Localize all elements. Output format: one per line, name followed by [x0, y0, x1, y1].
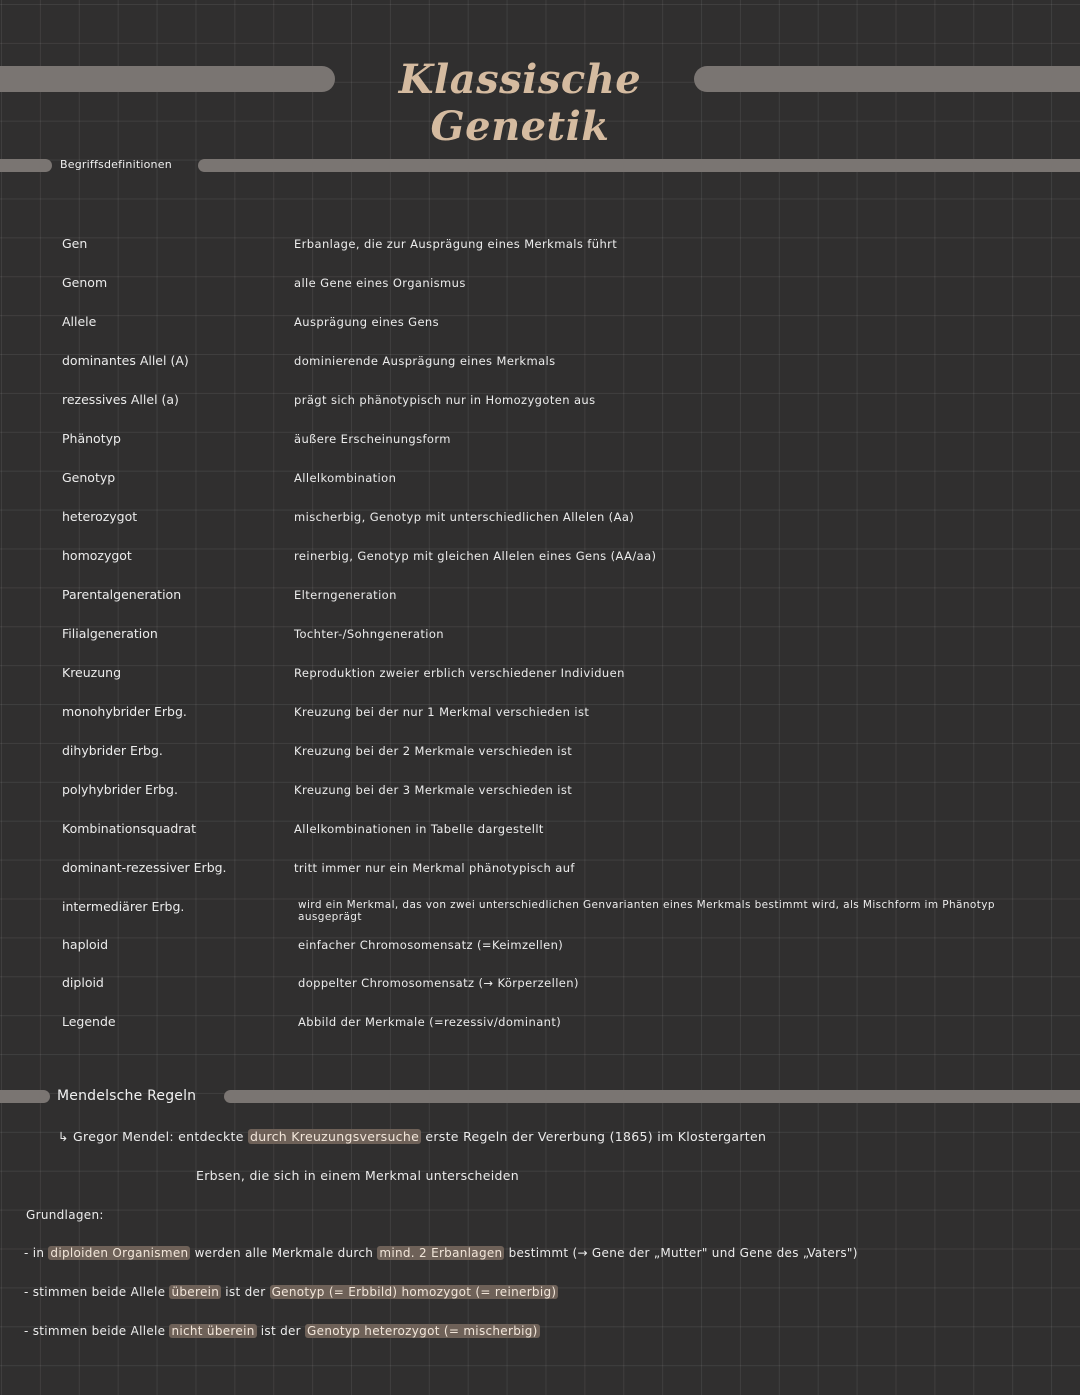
term-monohybrider-erbg: monohybrider Erbg. [62, 704, 187, 719]
def-gen: Erbanlage, die zur Ausprägung eines Merkmals führt [294, 237, 618, 251]
basics-item-3-highlight-2: Genotyp heterozygot (= mischerbig) [307, 1324, 538, 1338]
def-heterozygot: mischerbig, Genotyp mit unterschiedlichen Allelen (Aa) [294, 510, 635, 524]
basics-item-2-text-a: - stimmen beide Allele [24, 1285, 166, 1299]
term-rezessives-allel: rezessives Allel (a) [62, 392, 179, 407]
term-legende: Legende [62, 1014, 116, 1029]
basics-item-3-text-a: - stimmen beide Allele [24, 1324, 166, 1338]
def-polyhybrider-erbg: Kreuzung bei der 3 Merkmale verschieden ist [294, 783, 573, 797]
mendel-bar-left [0, 1090, 50, 1103]
def-parentalgeneration: Elterngeneration [294, 588, 397, 602]
basics-item-1-highlight-2: mind. 2 Erbanlagen [379, 1246, 503, 1260]
term-genom: Genom [62, 275, 108, 290]
basics-item-3 [24, 1324, 540, 1338]
term-haploid: haploid [62, 937, 109, 952]
def-intermediaerer-erbg: wird ein Merkmal, das von zwei unterschiedlichen Genvarianten eines Merkmals bestimmt wird, als Mischform im Phänotyp ausgeprägt [298, 899, 995, 923]
definitions-heading: Begriffsdefinitionen [60, 158, 172, 171]
term-allele: Allele [62, 314, 97, 329]
term-dominantes-allel: dominantes Allel (A) [62, 353, 189, 368]
page-title: Klassische Genetik [398, 56, 642, 150]
mendel-intro-suffix: erste Regeln der Vererbung (1865) im Klostergarten [425, 1129, 767, 1144]
basics-item-1-highlight-1: diploiden Organismen [50, 1246, 189, 1260]
mendel-intro-prefix: ↳ Gregor Mendel: entdeckte [58, 1129, 244, 1144]
def-dihybrider-erbg: Kreuzung bei der 2 Merkmale verschieden ist [294, 744, 573, 758]
term-heterozygot: heterozygot [62, 509, 138, 524]
term-genotyp: Genotyp [62, 470, 116, 485]
term-phaenotyp: Phänotyp [62, 431, 121, 446]
def-monohybrider-erbg: Kreuzung bei der nur 1 Merkmal verschieden ist [294, 705, 590, 719]
basics-item-2-highlight-2: Genotyp (= Erbbild) homozygot (= reinerbig) [271, 1285, 557, 1299]
def-kreuzung: Reproduktion zweier erblich verschiedener Individuen [294, 666, 625, 680]
mendel-bar-right [224, 1090, 1080, 1103]
definitions-bar-right [198, 159, 1080, 172]
mendel-intro-highlight: durch Kreuzungsversuche [250, 1129, 420, 1144]
term-parentalgeneration: Parentalgeneration [62, 587, 182, 602]
term-diploid: diploid [62, 975, 104, 990]
def-legende: Abbild der Merkmale (=rezessiv/dominant) [298, 1015, 562, 1029]
term-kombinationsquadrat: Kombinationsquadrat [62, 821, 196, 836]
basics-item-1-text-b: werden alle Merkmale durch [194, 1246, 374, 1260]
def-dominant-rezessiver-erbg: tritt immer nur ein Merkmal phänotypisch auf [294, 861, 575, 875]
basics-label: Grundlagen: [26, 1208, 104, 1222]
def-diploid: doppelter Chromosomensatz (→ Körperzellen) [298, 976, 579, 990]
def-genom: alle Gene eines Organismus [294, 276, 466, 290]
basics-item-2 [24, 1285, 558, 1299]
def-haploid: einfacher Chromosomensatz (=Keimzellen) [298, 938, 564, 952]
term-kreuzung: Kreuzung [62, 665, 122, 680]
def-allele: Ausprägung eines Gens [294, 315, 440, 329]
def-homozygot: reinerbig, Genotyp mit gleichen Allelen eines Gens (AA/aa) [294, 549, 657, 563]
def-rezessives-allel: prägt sich phänotypisch nur in Homozygoten aus [294, 393, 596, 407]
title-bar-left [0, 66, 335, 92]
term-dominant-rezessiver-erbg: dominant-rezessiver Erbg. [62, 860, 227, 875]
basics-item-1-text-c: bestimmt (→ Gene der „Mutter" und Gene des „Vaters") [508, 1246, 858, 1260]
term-filialgeneration: Filialgeneration [62, 626, 158, 641]
mendel-heading: Mendelsche Regeln [57, 1088, 197, 1104]
term-intermediaerer-erbg: intermediärer Erbg. [62, 899, 185, 914]
def-kombinationsquadrat: Allelkombinationen in Tabelle dargestellt [294, 822, 544, 836]
term-polyhybrider-erbg: polyhybrider Erbg. [62, 782, 178, 797]
basics-item-3-text-b: ist der [260, 1324, 301, 1338]
def-filialgeneration: Tochter-/Sohngeneration [294, 627, 444, 641]
def-genotyp: Allelkombination [294, 471, 397, 485]
mendel-intro [58, 1129, 766, 1144]
basics-item-3-highlight-1: nicht überein [171, 1324, 255, 1338]
mendel-intro-line2: Erbsen, die sich in einem Merkmal unterscheiden [196, 1168, 519, 1183]
term-homozygot: homozygot [62, 548, 132, 563]
def-phaenotyp: äußere Erscheinungsform [294, 432, 451, 446]
basics-item-2-highlight-1: überein [171, 1285, 220, 1299]
definitions-bar-left [0, 159, 52, 172]
term-dihybrider-erbg: dihybrider Erbg. [62, 743, 163, 758]
title-bar-right [694, 66, 1080, 92]
basics-item-1 [24, 1246, 858, 1260]
basics-item-1-text-a: - in [24, 1246, 45, 1260]
def-dominantes-allel: dominierende Ausprägung eines Merkmals [294, 354, 556, 368]
term-gen: Gen [62, 236, 88, 251]
basics-item-2-text-b: ist der [225, 1285, 266, 1299]
